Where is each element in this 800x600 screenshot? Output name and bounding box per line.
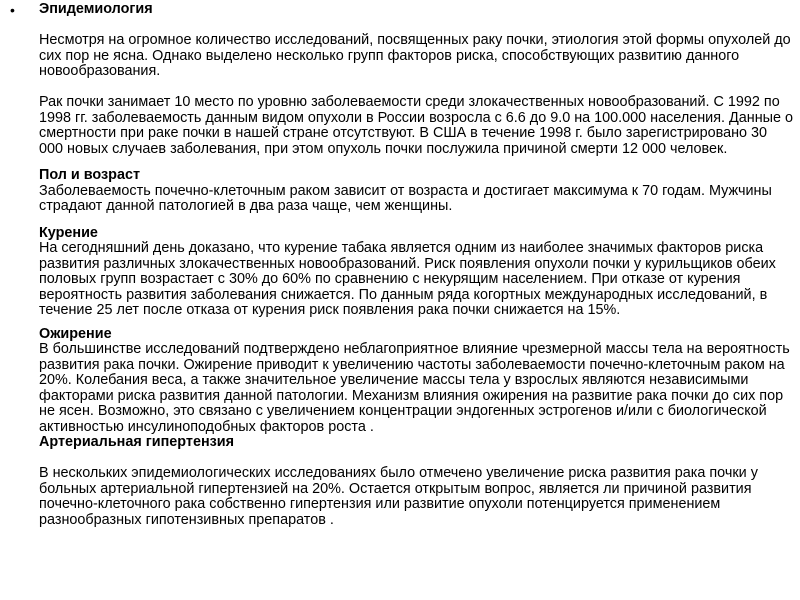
title-heading: Эпидемиология (39, 1, 153, 17)
section-text-sex-age: Заболеваемость почечно-клеточным раком зависит от возраста и достигает максимума к 70 годам. Мужчины страдают данной патологией в два раза чаще, чем женщины. (39, 182, 772, 214)
stats-paragraph: Рак почки занимает 10 место по уровню заболеваемости среди злокачественных новообразований. С 1992 по 1998 гг. заболеваемость данным видом опухоли в России возросла с 6.6 до 9.0 на 100.000 населения. Данные о смертности при раке почки в нашей стране отсутствуют. В США в течение 1998 г. было зарегистрировано 30 000 новых случаев заболевания, при этом опухоль почки послужила причиной смерти 12 000 человек. (39, 94, 794, 157)
section-text-hypertension: В нескольких эпидемиологических исследованиях было отмечено увеличение риска развития рака почки у больных артериальной гипертензией на 20%. Остается открытым вопрос, является ли причиной развития почечно-клеточного рака собственно гипертензия или развитие опухоли потенцируется применением разнообразных гипотензивных препаратов . (39, 465, 758, 528)
section-heading-sex-age: Пол и возраст (39, 167, 141, 183)
section-text-smoking: На сегодняшний день доказано, что курение табака является одним из наиболее значимых факторов риска развития различных злокачественных новообразований. Риск появления опухоли почки у курильщиков обеих половых групп возрастает с 30% до 60% по сравнению с некурящим населением. При отказе от курения вероятность развития заболевания снижается. По данным ряда когортных международных исследований, в течение 25 лет после отказа от курения риск появления рака почки снижается на 15%. (39, 240, 776, 318)
slide-content (39, 2, 795, 528)
section-text-obesity: В большинстве исследований подтверждено неблагоприятное влияние чрезмерной массы тела на вероятность развития рака почки. Ожирение приводит к увеличению частоты заболеваемости почечно-клеточным раком на 20%. Колебания веса, а также значительное увеличение массы тела у взрослых являются независимыми факторами риска развития данной патологии. Механизм влияния ожирения на развитие рака почки до сих пор не ясен. Возможно, это связано с увеличением концентрации эндогенных эстрогенов и/или с биологической активностью инсулиноподобных факторов роста . (39, 341, 790, 435)
bullet-icon: • (10, 2, 15, 18)
section-heading-obesity: Ожирение (39, 325, 112, 342)
section-heading-smoking: Курение (39, 224, 98, 241)
section-heading-hypertension: Артериальная гипертензия (39, 434, 235, 450)
intro-paragraph: Несмотря на огромное количество исследований, посвященных раку почки, этиология этой формы опухолей до сих пор не ясна. Однако выделено несколько групп факторов риска, способствующих развитию данного новообразования. (39, 32, 791, 79)
